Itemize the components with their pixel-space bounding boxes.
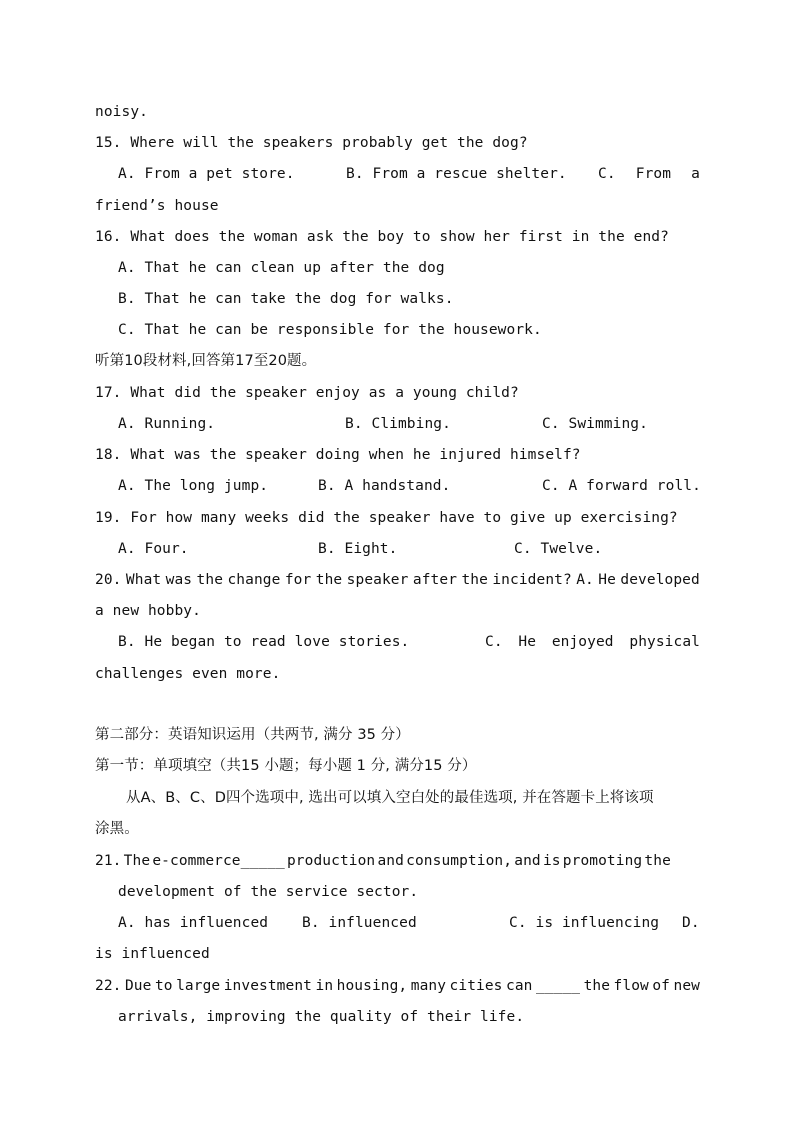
question-21: 21. The e-commerce_____ production and consumption, and is promoting the [95, 853, 671, 869]
option-b: B. He began to read love stories. [118, 634, 410, 650]
question-22: 22. Due to large investment in housing, many cities can _____ the flow of new [95, 978, 700, 994]
option-c: C. From a [598, 166, 700, 182]
option-a: A. The long jump. [118, 478, 269, 494]
instructions-continued: 涂黑。 [95, 821, 139, 837]
question-16: 16. What does the woman ask the boy to show her first in the end? [95, 229, 669, 245]
section-1-heading: 第一节：单项填空（共15 小题；每小题 1 分, 满分15 分） [95, 758, 477, 774]
option-b: B. A handstand. [318, 478, 451, 494]
question-20: 20. What was the change for the speaker after the incident? A. He developed [95, 572, 700, 588]
option-a: A. Four. [118, 541, 189, 557]
option-b: B. That he can take the dog for walks. [118, 291, 454, 307]
question-18: 18. What was the speaker doing when he injured himself? [95, 447, 581, 463]
question-15: 15. Where will the speakers probably get the dog? [95, 135, 528, 151]
question-17: 17. What did the speaker enjoy as a young child? [95, 385, 519, 401]
option-a: A. From a pet store. [118, 166, 295, 182]
option-c: C. is influencing [509, 915, 660, 931]
question-17-options [118, 414, 700, 434]
question-15-options [118, 164, 700, 184]
option-c-continued: challenges even more. [95, 666, 281, 682]
instructions: 从A、B、C、D四个选项中, 选出可以填入空白处的最佳选项, 并在答题卡上将该项 [126, 790, 654, 806]
option-c: C. A forward roll. [542, 478, 701, 494]
option-b: B. Eight. [318, 541, 398, 557]
part-2-heading: 第二部分：英语知识运用（共两节, 满分 35 分） [95, 727, 410, 743]
text-line: noisy. [95, 104, 148, 120]
question-19-options [118, 539, 700, 559]
option-a: A. Running. [118, 416, 216, 432]
option-c-continued: friend’s house [95, 198, 219, 214]
option-c: C. That he can be responsible for the housework. [118, 322, 542, 338]
question-22-continued: arrivals, improving the quality of their life. [118, 1009, 525, 1025]
question-20-options [118, 632, 700, 652]
question-19: 19. For how many weeks did the speaker have to give up exercising? [95, 510, 678, 526]
question-20-continued: a new hobby. [95, 603, 201, 619]
question-21-options [118, 913, 700, 933]
option-d-continued: is influenced [95, 946, 210, 962]
option-d: D. [682, 915, 700, 931]
option-b: B. From a rescue shelter. [346, 166, 567, 182]
option-a: A. That he can clean up after the dog [118, 260, 445, 276]
option-c: C. Swimming. [542, 416, 648, 432]
option-b: B. Climbing. [345, 416, 451, 432]
option-a: A. has influenced [118, 915, 269, 931]
section-10-heading: 听第10段材料,回答第17至20题。 [95, 353, 317, 369]
option-c: C. He enjoyed physical [485, 634, 700, 650]
option-c: C. Twelve. [514, 541, 603, 557]
question-21-continued: development of the service sector. [118, 884, 419, 900]
question-18-options [118, 476, 700, 496]
option-b: B. influenced [302, 915, 417, 931]
